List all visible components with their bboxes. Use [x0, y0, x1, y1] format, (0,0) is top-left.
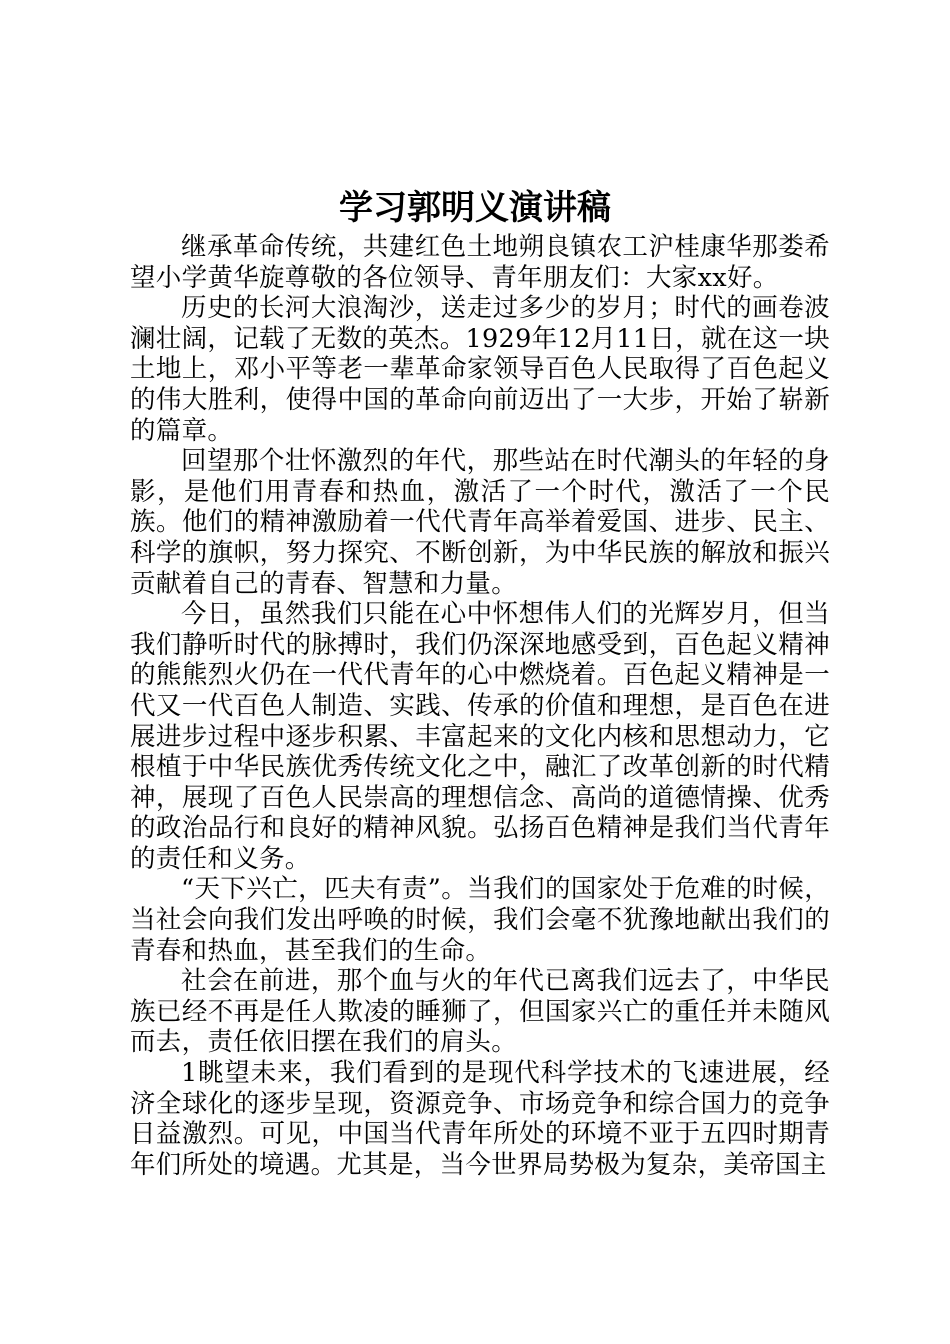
paragraph: 继承革命传统，共建红色土地朔良镇农工沪桂康华那娄希望小学黄华旋尊敬的各位领导、青年朋友们：大家xx好。: [130, 232, 830, 293]
paragraph: 历史的长河大浪淘沙，送走过多少的岁月；时代的画卷波澜壮阔，记载了无数的英杰。1929年12月11日，就在这一块土地上，邓小平等老一辈革命家领导百色人民取得了百色起义的伟大胜利，使得中国的革命向前迈出了一大步，开始了崭新的篇章。: [130, 293, 830, 446]
document-title: 学习郭明义演讲稿: [339, 188, 611, 228]
paragraph: “天下兴亡，匹夫有责”。当我们的国家处于危难的时候，当社会向我们发出呼唤的时候，我们会毫不犹豫地献出我们的青春和热血，甚至我们的生命。: [130, 874, 830, 966]
document-body: [130, 232, 830, 1180]
paragraph: 社会在前进，那个血与火的年代已离我们远去了，中华民族已经不再是任人欺凌的睡狮了，但国家兴亡的重任并未随风而去，责任依旧摆在我们的肩头。: [130, 966, 830, 1058]
paragraph: 今日，虽然我们只能在心中怀想伟人们的光辉岁月，但当我们静听时代的脉搏时，我们仍深深地感受到，百色起义精神的熊熊烈火仍在一代代青年的心中燃烧着。百色起义精神是一代又一代百色人制造、实践、传承的价值和理想，是百色在进展进步过程中逐步积累、丰富起来的文化内核和思想动力，它根植于中华民族优秀传统文化之中，融汇了改革创新的时代精神，展现了百色人民崇高的理想信念、高尚的道德情操、优秀的政治品行和良好的精神风貌。弘扬百色精神是我们当代青年的责任和义务。: [130, 599, 830, 874]
paragraph: 回望那个壮怀激烈的年代，那些站在时代潮头的年轻的身影，是他们用青春和热血，激活了一个时代，激活了一个民族。他们的精神激励着一代代青年高举着爱国、进步、民主、科学的旗帜，努力探究、不断创新，为中华民族的解放和振兴贡献着自己的青春、智慧和力量。: [130, 446, 830, 599]
paragraph: 1眺望未来，我们看到的是现代科学技术的飞速进展，经济全球化的逐步呈现，资源竞争、市场竞争和综合国力的竞争日益激烈。可见，中国当代青年所处的环境不亚于五四时期青年们所处的境遇。尤其是，当今世界局势极为复杂，美帝国主: [130, 1058, 830, 1180]
